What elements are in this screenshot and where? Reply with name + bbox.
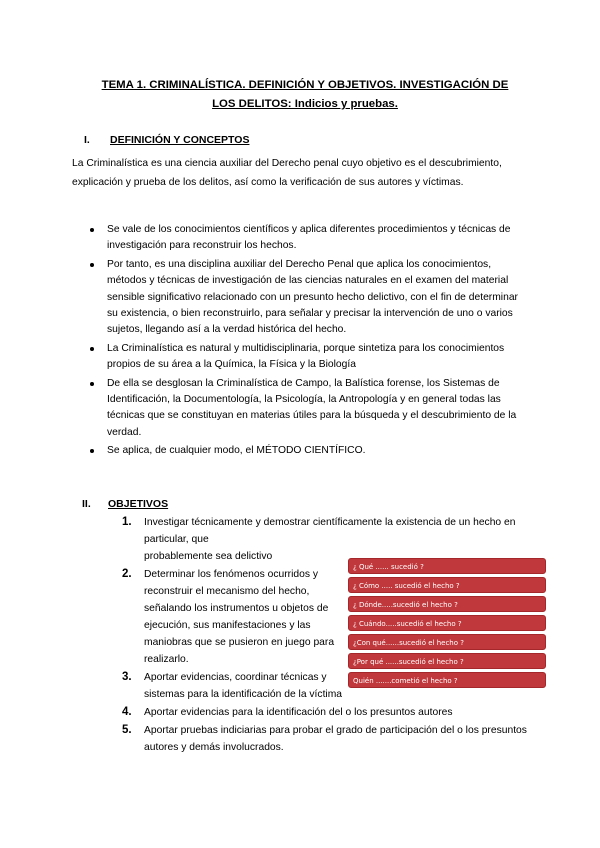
objective-text: Aportar pruebas indiciarias para probar el grado de participación del o los presuntos autores y demás involucrados. (144, 725, 527, 753)
bullet-item: La Criminalística es natural y multidisciplinaria, porque sintetiza para los conocimientos propios de su área a la Química, la Física y la Biología (90, 341, 530, 374)
section-number-2: II. (82, 498, 91, 510)
question-box: ¿ Cuándo.....sucedió el hecho ? (348, 615, 546, 631)
document-title (85, 76, 525, 114)
objective-number: 4. (122, 706, 132, 718)
bullet-dot-icon (90, 449, 94, 453)
section-number-1: I. (84, 134, 90, 146)
section-title-1: DEFINICIÓN Y CONCEPTOS (110, 134, 250, 146)
title-line-1: TEMA 1. CRIMINALÍSTICA. DEFINICIÓN Y OBJETIVOS. INVESTIGACIÓN DE (101, 79, 509, 91)
objective-number: 5. (122, 724, 132, 736)
objective-text-continued: probablemente sea delictivo (144, 551, 273, 562)
bullet-dot-icon (90, 228, 94, 232)
intro-paragraph: La Criminalística es una ciencia auxiliar del Derecho penal cuyo objetivo es el descubrimiento, explicación y prueba de los delitos, así como la verificación de sus autores y víctimas. (72, 158, 502, 188)
question-box: ¿Con qué......sucedió el hecho ? (348, 634, 546, 650)
question-box: ¿ Qué ...... sucedió ? (348, 558, 546, 574)
bullet-item: Por tanto, es una disciplina auxiliar del Derecho Penal que aplica los conocimientos, métodos y técnicas de investigación de las ciencias naturales en el examen del material sensible significativo relacionado con un presunto hecho delictivo, con el fin de determinar su existencia, o bien reconstruirlo, para señalar y precisar la intervención de uno o varios sujetos, llegando así a la verdad histórica del hecho. (90, 257, 530, 339)
question-box: ¿Por qué ......sucedió el hecho ? (348, 653, 546, 669)
bullet-item: De ella se desglosan la Criminalística de Campo, la Balística forense, los Sistemas de Identificación, la Documentología, la Psicología, la Antropología y en general todas las técnicas que se constituyan en materias útiles para la búsqueda y el descubrimiento de la verdad. (90, 376, 530, 442)
bullet-item: Se aplica, de cualquier modo, el MÉTODO CIENTÍFICO. (90, 443, 530, 459)
objective-text: Aportar evidencias para la identificación del o los presuntos autores (144, 707, 453, 718)
bullet-dot-icon (90, 263, 94, 267)
bullet-dot-icon (90, 382, 94, 386)
objective-number: 2. (122, 568, 132, 580)
objective-number: 3. (122, 671, 132, 683)
objective-text: Investigar técnicamente y demostrar científicamente la existencia de un hecho en particular, que (144, 517, 516, 545)
questions-diagram (348, 558, 546, 691)
objective-number: 1. (122, 516, 132, 528)
bullet-item: Se vale de los conocimientos científicos y aplica diferentes procedimientos y técnicas de investigación para reconstruir los hechos. (90, 222, 530, 255)
title-line-2: LOS DELITOS: Indicios y pruebas. (212, 98, 398, 110)
bullet-list (90, 222, 530, 462)
objective-text: Determinar los fenómenos ocurridos y reconstruir el mecanismo del hecho, señalando los instrumentos u objetos de ejecución, sus manifestaciones y las maniobras que se pusieron en juego para realizarlo. (144, 569, 335, 665)
objective-item (122, 704, 544, 721)
objective-item (122, 669, 344, 703)
question-box: ¿ Dónde.....sucedió el hecho ? (348, 596, 546, 612)
section-title-2: OBJETIVOS (108, 498, 169, 510)
objective-item (122, 722, 544, 756)
objective-item (122, 566, 344, 668)
bullet-dot-icon (90, 347, 94, 351)
question-box: Quién .......cometió el hecho ? (348, 672, 546, 688)
question-box: ¿ Cómo ..... sucedió el hecho ? (348, 577, 546, 593)
objective-text: Aportar evidencias, coordinar técnicas y sistemas para la identificación de la víctima (144, 672, 343, 700)
